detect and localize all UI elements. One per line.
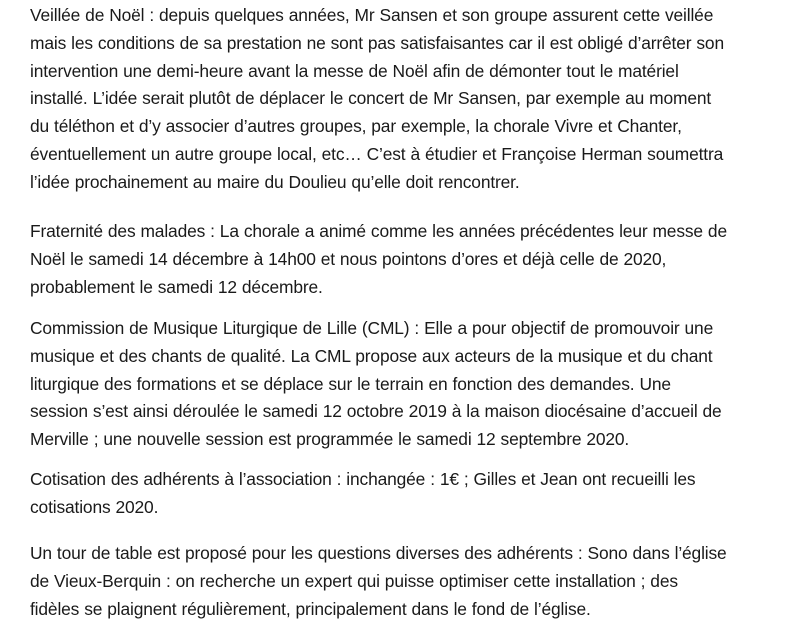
- text-line: Fraternité des malades : La chorale a animé comme les années précédentes leur messe de: [30, 221, 727, 241]
- text-line: liturgique des formations et se déplace sur le terrain en fonction des demandes. Une: [30, 373, 671, 394]
- text-line: Noël le samedi 14 décembre à 14h00 et nous pointons d’ores et déjà celle de 2020,: [30, 248, 667, 269]
- text-line: Un tour de table est proposé pour les questions diverses des adhérents : Sono dans l’église: [30, 543, 727, 563]
- text-line: éventuellement un autre groupe local, etc… C’est à étudier et Françoise Herman soumettra: [30, 143, 724, 164]
- text-line: session s’est ainsi déroulée le samedi 12 octobre 2019 à la maison diocésaine d’accueil de: [30, 401, 722, 422]
- text-line: probablement le samedi 12 décembre.: [30, 276, 323, 297]
- paragraph-cotisation-adherents: [30, 466, 695, 522]
- text-line: l’idée prochainement au maire du Doulieu qu’elle doit rencontrer.: [30, 171, 520, 192]
- text-line: du téléthon et d’y associer d’autres groupes, par exemple, la chorale Vivre et Chanter,: [30, 116, 682, 137]
- text-line: mais les conditions de sa prestation ne sont pas satisfaisantes car il est obligé d’arrêter son: [30, 32, 724, 53]
- paragraph-fraternite-des-malades: [30, 218, 727, 301]
- paragraph-veillee-de-noel: [30, 2, 724, 197]
- text-line: cotisations 2020.: [30, 496, 159, 517]
- text-line: Merville ; une nouvelle session est programmée le samedi 12 septembre 2020.: [30, 429, 630, 450]
- text-line: musique et des chants de qualité. La CML propose aux acteurs de la musique et du chant: [30, 345, 713, 366]
- paragraph-tour-de-table: [30, 540, 727, 623]
- text-line: fidèles se plaignent régulièrement, principalement dans le fond de l’église.: [30, 598, 591, 619]
- text-line: Cotisation des adhérents à l’association : inchangée : 1€ ; Gilles et Jean ont recueilli les: [30, 469, 696, 489]
- paragraph-commission-musique-liturgique: [30, 315, 722, 454]
- text-line: Commission de Musique Liturgique de Lille (CML) : Elle a pour objectif de promouvoir une: [30, 318, 714, 338]
- text-line: Veillée de Noël : depuis quelques années, Mr Sansen et son groupe assurent cette veillée: [30, 5, 714, 25]
- text-line: installé. L’idée serait plutôt de déplacer le concert de Mr Sansen, par exemple au moment: [30, 88, 712, 109]
- text-line: intervention une demi-heure avant la messe de Noël afin de démonter tout le matériel: [30, 60, 679, 81]
- text-line: de Vieux-Berquin : on recherche un expert qui puisse optimiser cette installation ; des: [30, 570, 678, 591]
